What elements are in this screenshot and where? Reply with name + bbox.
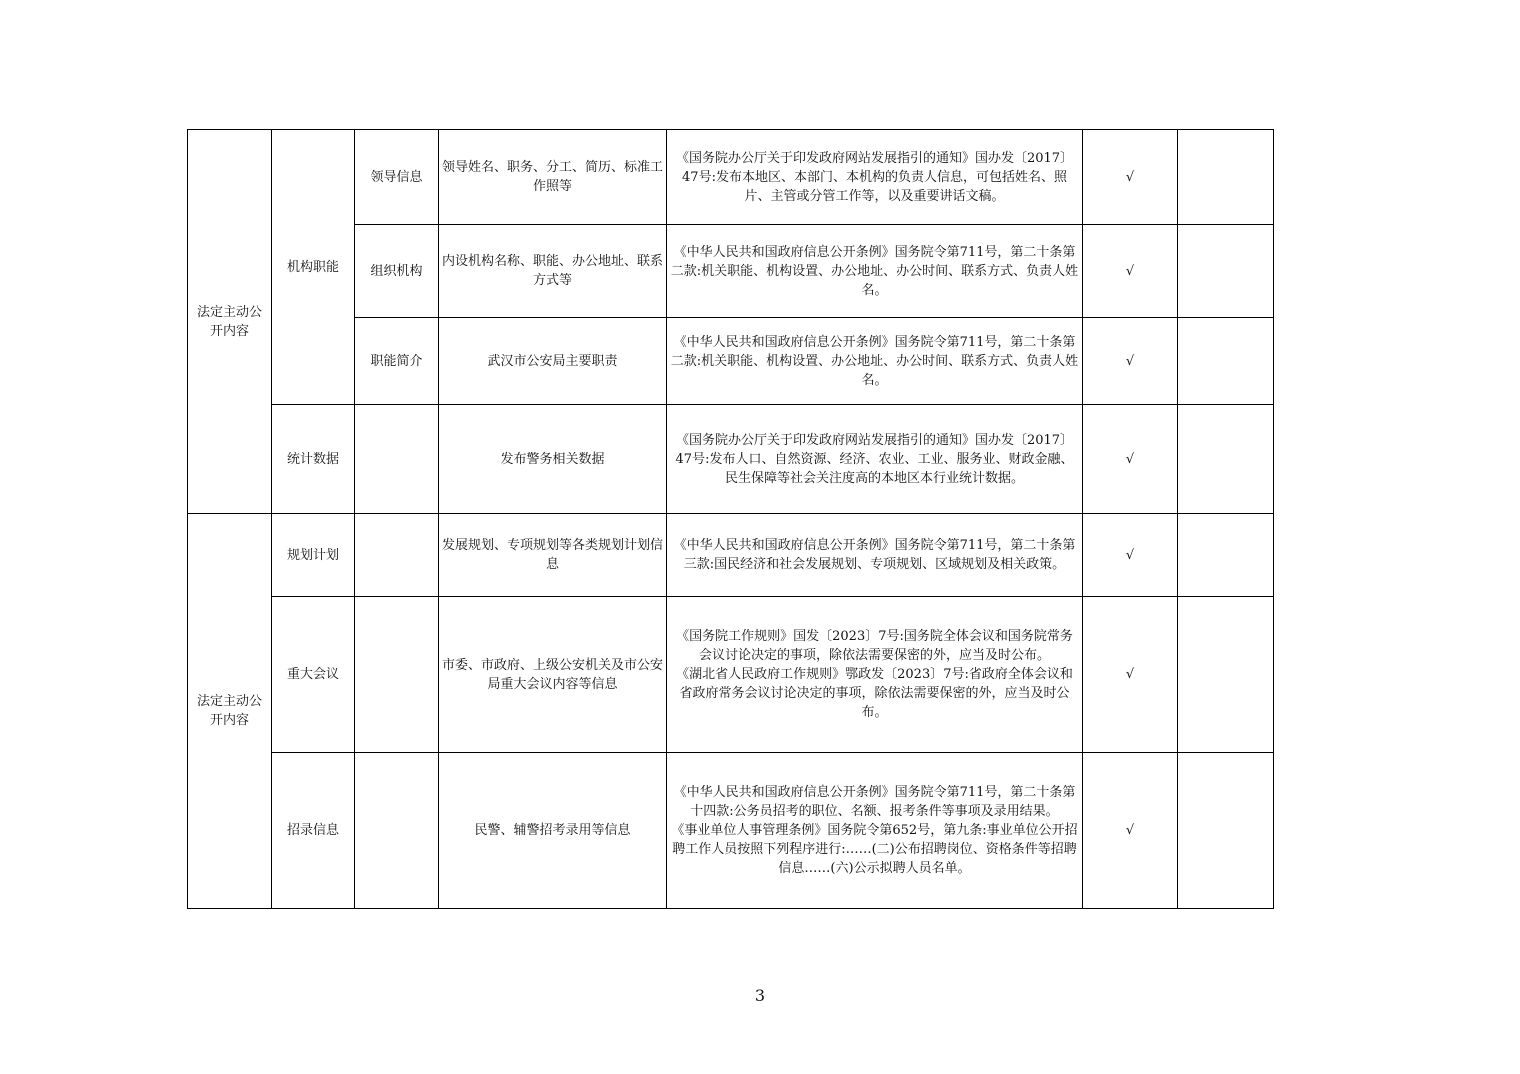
note-cell — [1178, 130, 1274, 225]
content-cell: 领导姓名、职务、分工、简历、标准工作照等 — [439, 130, 667, 225]
table-row — [188, 597, 1274, 753]
group-label: 法定主动公开内容 — [188, 130, 272, 514]
subcategory-label — [355, 514, 439, 597]
check-mark: √ — [1083, 405, 1178, 514]
note-cell — [1178, 225, 1274, 318]
category-label: 规划计划 — [272, 514, 355, 597]
basis-text: 《国务院办公厅关于印发政府网站发展指引的通知》国办发〔2017〕47号:发布本地区、本部门、本机构的负责人信息，可包括姓名、照片、主管或分管工作等，以及重要讲话文稿。 — [675, 150, 1074, 204]
category-label: 招录信息 — [272, 753, 355, 909]
check-mark: √ — [1083, 225, 1178, 318]
category-label: 重大会议 — [272, 597, 355, 753]
basis-text: 《事业单位人事管理条例》国务院令第652号，第九条:事业单位公开招聘工作人员按照下列程序进行:……(二)公布招聘岗位、资格条件等招聘信息……(六)公示拟聘人员名单。 — [671, 823, 1078, 876]
check-mark: √ — [1083, 753, 1178, 909]
note-cell — [1178, 405, 1274, 514]
content-cell: 民警、辅警招考录用等信息 — [439, 753, 667, 909]
check-mark: √ — [1083, 597, 1178, 753]
basis-text: 《国务院办公厅关于印发政府网站发展指引的通知》国办发〔2017〕47号:发布人口、自然资源、经济、农业、工业、服务业、财政金融、民生保障等社会关注度高的本地区本行业统计数据。 — [675, 432, 1074, 486]
basis-cell — [667, 225, 1083, 318]
basis-cell — [667, 514, 1083, 597]
subcategory-label: 职能简介 — [355, 318, 439, 405]
content-cell: 武汉市公安局主要职责 — [439, 318, 667, 405]
subcategory-label — [355, 597, 439, 753]
content-cell: 发展规划、专项规划等各类规划计划信息 — [439, 514, 667, 597]
basis-cell — [667, 130, 1083, 225]
basis-text: 《国务院工作规则》国发〔2023〕7号:国务院全体会议和国务院常务会议讨论决定的事项，除依法需要保密的外，应当及时公布。 — [676, 629, 1073, 663]
note-cell — [1178, 514, 1274, 597]
table-row — [188, 753, 1274, 909]
basis-text: 《中华人民共和国政府信息公开条例》国务院令第711号，第二十条第三款:国民经济和社会发展规划、专项规划、区域规划及相关政策。 — [673, 538, 1076, 572]
table-row — [188, 405, 1274, 514]
basis-cell — [667, 405, 1083, 514]
disclosure-table — [187, 129, 1274, 909]
category-label: 机构职能 — [272, 130, 355, 405]
table-row — [188, 514, 1274, 597]
content-cell: 内设机构名称、职能、办公地址、联系方式等 — [439, 225, 667, 318]
basis-cell — [667, 597, 1083, 753]
check-mark: √ — [1083, 318, 1178, 405]
subcategory-label — [355, 405, 439, 514]
subcategory-label: 组织机构 — [355, 225, 439, 318]
content-cell: 市委、市政府、上级公安机关及市公安局重大会议内容等信息 — [439, 597, 667, 753]
subcategory-label: 领导信息 — [355, 130, 439, 225]
basis-text: 《湖北省人民政府工作规则》鄂政发〔2023〕7号:省政府全体会议和省政府常务会议讨论决定的事项，除依法需要保密的外，应当及时公布。 — [676, 667, 1073, 720]
table-row — [188, 130, 1274, 225]
note-cell — [1178, 318, 1274, 405]
category-label: 统计数据 — [272, 405, 355, 514]
subcategory-label — [355, 753, 439, 909]
basis-text: 《中华人民共和国政府信息公开条例》国务院令第711号，第二十条第二款:机关职能、机构设置、办公地址、办公时间、联系方式、负责人姓名。 — [670, 334, 1079, 388]
group-label: 法定主动公开内容 — [188, 514, 272, 909]
basis-text: 《中华人民共和国政府信息公开条例》国务院令第711号，第二十条第十四款:公务员招考的职位、名额、报考条件等事项及录用结果。 — [673, 785, 1076, 819]
page-number: 3 — [754, 986, 766, 1005]
basis-cell — [667, 318, 1083, 405]
check-mark: √ — [1083, 130, 1178, 225]
content-cell: 发布警务相关数据 — [439, 405, 667, 514]
basis-cell — [667, 753, 1083, 909]
note-cell — [1178, 597, 1274, 753]
basis-text: 《中华人民共和国政府信息公开条例》国务院令第711号，第二十条第二款:机关职能、机构设置、办公地址、办公时间、联系方式、负责人姓名。 — [670, 244, 1079, 298]
note-cell — [1178, 753, 1274, 909]
check-mark: √ — [1083, 514, 1178, 597]
